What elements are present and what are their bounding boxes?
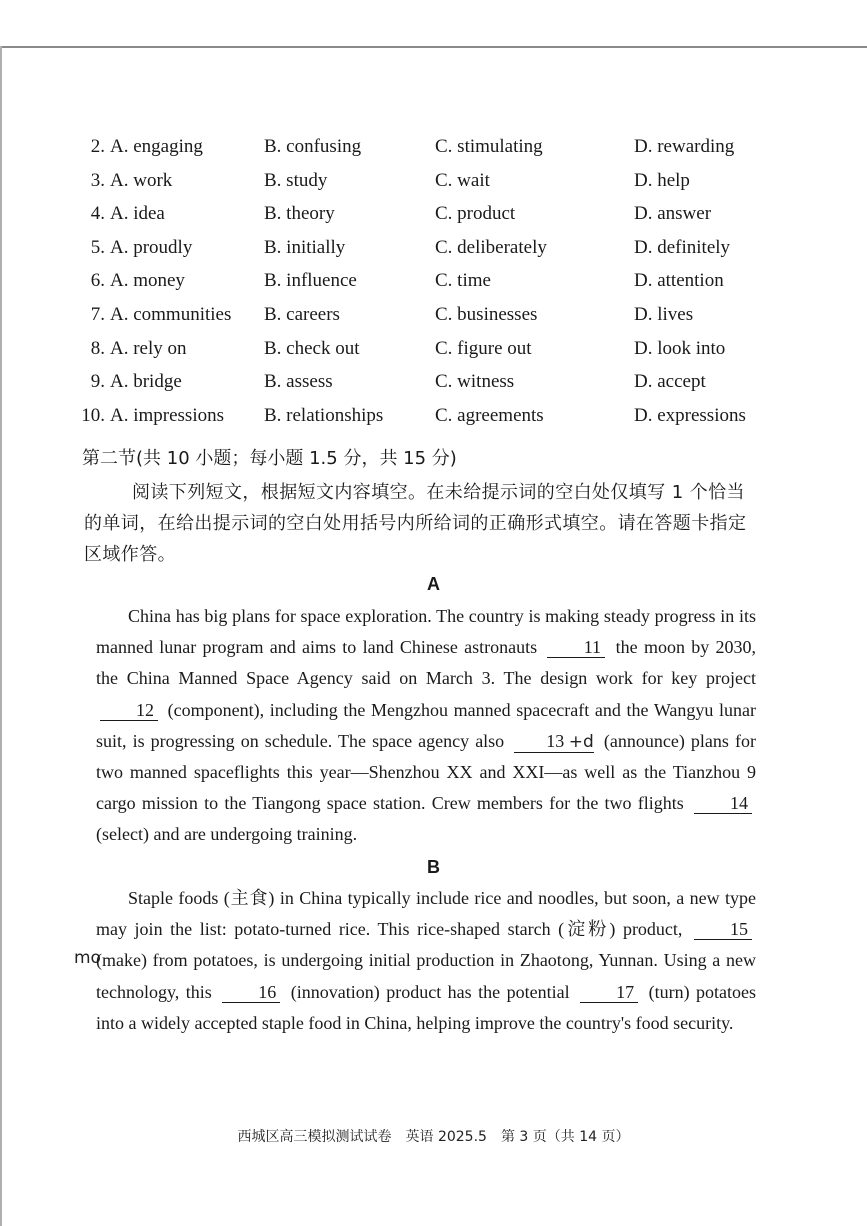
handwritten-note: +d bbox=[568, 731, 594, 752]
option-b: B. influence bbox=[264, 270, 357, 292]
section-heading: 第二节(共 10 小题；每小题 1.5 分，共 15 分) bbox=[82, 448, 457, 469]
option-b: B. relationships bbox=[264, 404, 384, 426]
option-d: D. look into bbox=[634, 337, 726, 359]
blank-16: 16 bbox=[222, 982, 280, 1003]
option-a: A. money bbox=[110, 270, 185, 292]
passage-b-sentence: (innovation) product has the potential bbox=[290, 981, 570, 1002]
option-b: B. study bbox=[264, 169, 328, 191]
page-top-edge bbox=[0, 46, 867, 48]
option-a: A. proudly bbox=[110, 236, 193, 258]
option-a: A. bridge bbox=[110, 371, 182, 393]
option-a: A. work bbox=[110, 169, 173, 191]
option-b: B. careers bbox=[264, 303, 340, 325]
question-number: 3. bbox=[90, 169, 105, 191]
passage-a-title: A bbox=[427, 574, 440, 594]
question-number: 9. bbox=[90, 371, 105, 393]
question-number: 6. bbox=[90, 270, 105, 292]
option-c: C. product bbox=[435, 203, 516, 225]
passage-a-sentence: (select) and are undergoing training. bbox=[96, 824, 358, 845]
option-row bbox=[74, 365, 774, 399]
section-instructions: 阅读下列短文，根据短文内容填空。在未给提示词的空白处仅填写 1 个恰当的单词，在给出提示词的空白处用括号内所给词的正确形式填空。请在答题卡指定区域作答。 bbox=[84, 482, 747, 565]
option-d: D. accept bbox=[634, 371, 706, 393]
passage-a-sentence: (announce) plans for two manned spaceflights this year—Shenzhou XX and XXI—as well as the Tianzhou 9 cargo mission to the Tiangong space station. Crew members for the two flights bbox=[96, 730, 756, 814]
question-number: 5. bbox=[90, 236, 105, 258]
option-b: B. initially bbox=[264, 236, 346, 258]
option-c: C. businesses bbox=[435, 303, 538, 325]
passage-a-sentence: the moon by 2030, the China Manned Space Agency said on March 3. The design work for key project bbox=[96, 637, 756, 689]
passage-b-title: B bbox=[427, 857, 440, 877]
option-list bbox=[74, 130, 774, 432]
option-c: C. time bbox=[435, 270, 491, 292]
passage-a-sentence: (component), including the Mengzhou manned spacecraft and the Wangyu lunar suit, is progressing on schedule. The space agency also bbox=[96, 699, 757, 751]
passage-a-sentence: China has big plans for space exploration. The country is making steady progress in its manned lunar program and aims to land Chinese astronauts bbox=[96, 606, 756, 658]
blank-17: 17 bbox=[580, 982, 638, 1003]
option-b: B. assess bbox=[264, 371, 333, 393]
option-row bbox=[74, 197, 774, 231]
option-a: A. engaging bbox=[110, 136, 203, 157]
option-d: D. definitely bbox=[634, 236, 731, 258]
option-a: A. communities bbox=[110, 303, 232, 325]
question-number: 2. bbox=[90, 136, 105, 157]
passage-b-sentence: (make) from potatoes, is undergoing initial production in Zhaotong, Yunnan. Using a new technology, this bbox=[96, 950, 756, 1002]
option-a: A. impressions bbox=[110, 404, 224, 426]
blank-14: 14 bbox=[694, 793, 752, 814]
passage-b-sentence: (turn) potatoes into a widely accepted staple food in China, helping improve the country's food security. bbox=[96, 981, 757, 1033]
option-row bbox=[74, 298, 774, 332]
option-b: B. theory bbox=[264, 203, 335, 225]
passage-a-text bbox=[96, 601, 756, 851]
handwritten-note-mo: mo bbox=[74, 948, 101, 968]
option-row bbox=[74, 399, 774, 433]
option-d: D. attention bbox=[634, 270, 724, 292]
option-d: D. expressions bbox=[634, 404, 746, 426]
option-b: B. check out bbox=[264, 337, 360, 359]
option-b: B. confusing bbox=[264, 136, 362, 157]
option-row bbox=[74, 332, 774, 366]
option-d: D. help bbox=[634, 169, 690, 191]
option-c: C. figure out bbox=[435, 337, 532, 359]
option-row bbox=[74, 264, 774, 298]
option-d: D. rewarding bbox=[634, 136, 735, 157]
blank-13-number: 13 bbox=[546, 730, 565, 751]
option-c: C. deliberately bbox=[435, 236, 547, 258]
page-footer: 西城区高三模拟测试试卷 英语 2025.5 第 3 页（共 14 页） bbox=[237, 1129, 630, 1145]
page-left-edge bbox=[0, 46, 2, 1226]
question-number: 4. bbox=[90, 203, 105, 225]
option-d: D. lives bbox=[634, 303, 694, 325]
option-c: C. agreements bbox=[435, 404, 544, 426]
question-number: 8. bbox=[90, 337, 105, 359]
blank-11: 11 bbox=[547, 637, 605, 658]
option-row bbox=[74, 231, 774, 265]
option-a: A. rely on bbox=[110, 337, 187, 359]
option-d: D. answer bbox=[634, 203, 712, 225]
blank-13 bbox=[514, 731, 594, 753]
passage-b-sentence: Staple foods (主食) in China typically include rice and noodles, but soon, a new type may join the list: potato-turned rice. This rice-shaped starch (淀粉) product, bbox=[96, 888, 756, 940]
question-number: 10. bbox=[81, 404, 105, 426]
option-c: C. witness bbox=[435, 371, 515, 393]
blank-15: 15 bbox=[694, 919, 752, 940]
blank-12: 12 bbox=[100, 700, 158, 721]
option-c: C. stimulating bbox=[435, 136, 543, 157]
option-row bbox=[74, 130, 774, 164]
question-number: 7. bbox=[90, 303, 105, 325]
option-a: A. idea bbox=[110, 203, 165, 225]
passage-b-text bbox=[96, 883, 756, 1039]
option-c: C. wait bbox=[435, 169, 490, 191]
option-row bbox=[74, 164, 774, 198]
